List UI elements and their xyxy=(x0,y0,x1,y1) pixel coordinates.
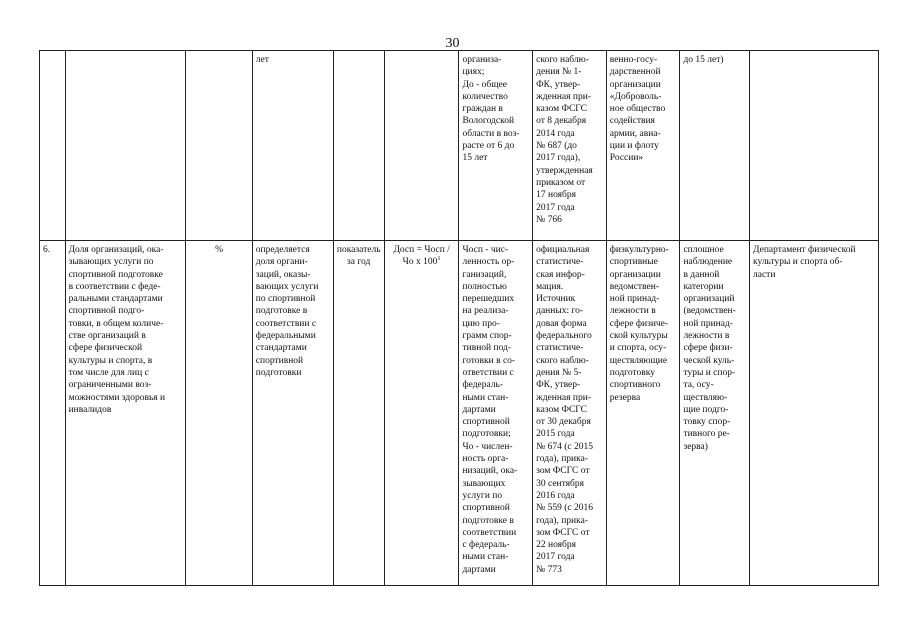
definition: лет xyxy=(255,55,269,65)
coverage: сплошное наблюдение в данной категории организаций (ведомствен- ной принад- лежности в сфере физи- ческой куль- туры и спор- та, осу- ществляю- щие подго- товку спор- тивного ре- зерва) xyxy=(683,245,736,452)
source-cell xyxy=(533,51,607,241)
components: организа- циях; До - общее количество граждан в Вологодской области в воз- расте от 6 до 15 лет xyxy=(462,55,520,164)
indicator-name: Доля организаций, ока- зывающих услуги по спортивной подготовке в соответствии с феде- ральными стандартами спортивной подго- товки, в общем количе- стве организаций в сфере физической культуры и спорта, в том числе для лиц с ограниченными воз- можностями здоровья и инвалидов xyxy=(68,245,166,415)
formula-footnote: 1 xyxy=(437,255,441,263)
source-cell xyxy=(533,241,607,586)
coverage-cell xyxy=(680,51,750,241)
indicator-name-cell xyxy=(65,241,186,586)
unit-cell xyxy=(186,51,253,241)
table-row xyxy=(40,241,879,586)
formula xyxy=(388,244,456,269)
table-row xyxy=(40,51,879,241)
coverage-cell xyxy=(680,241,750,586)
periodicity-cell xyxy=(333,51,384,241)
source: ского наблю- дения № 1- ФК, утвер- жденная при- казом ФСГС от 8 декабря 2014 года № 687 (до 2017 года), утвержденная приказом от 17 ноября 2017 года № 766 xyxy=(536,55,593,225)
row-number-cell xyxy=(40,51,66,241)
unit: % xyxy=(215,245,223,255)
responsible-cell xyxy=(750,241,879,586)
formula-text: Досп = Чосп / Чо х 100 xyxy=(393,245,450,268)
row-number: 6. xyxy=(43,245,51,255)
row-number-cell xyxy=(40,241,66,586)
observation-object: венно-госу- дарственной организации «Доброволь- ное общество содействия армии, авиа- ции и флоту России» xyxy=(609,55,666,164)
responsible: Департамент физической культуры и спорта об- ласти xyxy=(753,245,856,280)
responsible-cell xyxy=(750,51,879,241)
formula-cell xyxy=(384,241,459,586)
page-number: 30 xyxy=(445,36,460,51)
definition-cell xyxy=(252,241,333,586)
components: Чосп - чис- ленность ор- ганизаций, полностью перешедших на реализа- цию про- грамм спор- тивной под- готовки в со- ответствии с федераль- ными стан- дартами спортивной подготовки; Чо - числен- ность орга- низаций, ока- зывающих услуги по спортивной подготовке в соответствии с федераль- ными стан- дартами xyxy=(462,245,518,575)
object-cell xyxy=(606,241,680,586)
definition: определяется доля органи- заций, оказы- вающих услуги по спортивной подготовке в соответствии с федеральными стандартами спортивной подготовки xyxy=(255,245,319,378)
formula-cell xyxy=(384,51,459,241)
components-cell xyxy=(459,51,533,241)
definition-cell xyxy=(252,51,333,241)
unit-cell xyxy=(186,241,253,586)
components-cell xyxy=(459,241,533,586)
indicators-table xyxy=(39,50,879,586)
source: официальная статистиче- ская инфор- мация. Источник данных: го- довая форма федерального статистиче- ского наблю- дения № 5- ФК, утвер- жденная при- казом ФСГС от 30 декабря 2015 года № 674 (с 2015 года), прика- зом ФСГС от 30 сентября 2016 года № 559 (с 2016 года), прика- зом ФСГС от 22 ноября 2017 года № 773 xyxy=(536,245,593,575)
indicator-name-cell xyxy=(65,51,186,241)
periodicity: показатель за год xyxy=(336,245,381,268)
periodicity-cell xyxy=(333,241,384,586)
observation-object: физкультурно- спортивные организации ведомствен- ной принад- лежности в сфере физиче- ской культуры и спорта, осу- ществляющие подготовку спортивного резерва xyxy=(609,245,669,403)
coverage: до 15 лет) xyxy=(683,55,724,65)
object-cell xyxy=(606,51,680,241)
